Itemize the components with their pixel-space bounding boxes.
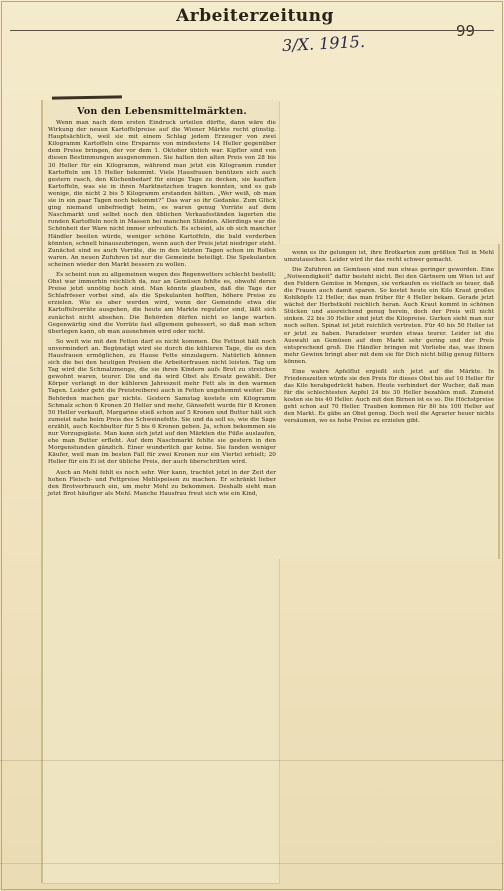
article-headline: Von den Lebensmittelmärkten. [77, 106, 247, 117]
paper-fold [0, 760, 504, 761]
paper-fold [0, 863, 504, 864]
article-paragraph: Auch an Mehl fehlt es noch sehr. Wer kann, trachtet jetzt in der Zeit der hohen Fleisch- und Fettpreise Mehlspeisen zu machen. Er schränkt lieber den Brotverbrauch ein, um mehr Mehl zu bekommen. Deshalb sieht man jetzt Brot häufiger als Mehl. Manche Hausfrau freut sich wie ein Kind, [48, 469, 276, 497]
article-paragraph: Es scheint nun zu allgemeinen wegen des Regenwetters schlecht bestellt; Obst war immerhin reichlich da, nur an Gemüsen fehlte es, obwohl deren Preise jetzt unnötig hoch sind. Man könnte glauben, daß die Tage der Schlafrösser vorbei sind, als die Spekulanten hofften, höhere Preise zu erzielen. Wie es aber werden wird, wenn der Gemeinde etwa die Kartoffelvorräte ausgehen, die heute am Markte regulator sind, läßt sich zunächst nicht absehen. Die Behörden dürfen nicht so lange warten. Gegenwärtig sind die Vorräte fast allgemein gebessert, so daß man schon überlegen kann, ob man ausnehmen wird oder nicht. [48, 271, 276, 335]
article-column-right [284, 250, 494, 428]
article-paragraph: Eine wahre Apfelflut ergießt sich jetzt auf die Märkte. In Friedenszeiten würde sie den Preis für dieses Obst bis auf 10 Heller für das Kilo herabgedrückt haben. Heute verhindert der Wucher, daß man für die schlechtesten Aepfel 24 bis 30 Heller bezahlen muß. Zumeist kosten sie bis 40 Heller. Auch mit den Birnen ist es so. Die Höchstpreise geht schon auf 70 Heller. Trauben kommen für 80 bis 100 Heller auf den Markt. Es gäbe an Obst genug. Doch weil die Agrarier heuer nichts versäumen, wo es hohe Preise zu erzielen gibt. [284, 368, 494, 425]
article-column-left [48, 106, 276, 501]
article-paragraph: Die Zufuhren an Gemüsen sind nun etwas geringer geworden. Eine „Notwendigkeit“ dafür besteht nicht. Bei den Gärtnern um Wien ist auf den Feldern Gemüse in Mengen, sie verkaufen es vielfach so teuer, daß die Frauen auch damit sparen. So kostet heute ein Kilo Kraut großes Kohlköpfe 12 Heller, das man früher für 4 Heller bekam. Gerade jetzt wächst der Herbstkohl reichlich heran. Auch Kraut kommt in schönen Stücken und ausreichend genug herein, doch der Preis will nicht sinken. 22 bis 30 Heller sind jetzt die Kilopreise. Gurken sieht man nur noch selten. Spinat ist jetzt reichlich vertreten. Für 40 bis 50 Heller ist er jetzt zu haben. Paradeiser wurden etwas teurer. Leider ist die Auswahl an Gemüsen auf dem Markt sehr gering und der Preis entsprechend groß. Die Händler bringen mit Vorliebe das, was ihnen mehr Gewinn bringt aber mit dem sie für Dich nicht billig genug füttern können. [284, 267, 494, 365]
handwritten-date: 3/X. 1915. [281, 31, 366, 56]
ink-mark [52, 95, 122, 103]
newspaper-title: Arbeiterzeitung [176, 6, 334, 26]
article-paragraph: wenn es ihr gelungen ist, ihre Brotkarten zum größten Teil in Mehl umzutauschen. Leider wird ihr das recht schwer gemacht. [284, 250, 494, 264]
article-paragraph: Wenn man nach dem ersten Eindruck urteilen dürfte, dann wäre die Wirkung der neuen Kartoffelpreise auf die Wiener Märkte recht günstig. Hauptsächlich, weil sie mit einem Schlag jedem Erzeuger von zwei Kilogramm Kartoffeln eine Ersparnis von mindestens 14 Heller gegenüber dem Preise bringen, der vor dem 1. Oktober üblich war. Kipfler sind von diesen Bestimmungen ausgenommen. Sie halten den alten Preis von 28 bis 30 Heller für ein Kilogramm, während man jetzt ein Kilogramm runder Kartoffeln um 15 Heller bekommt. Viele Hausfrauen benützen sich auch gestern rasch, den Küchenbedarf für einige Tage zu decken, sie kauften Kartoffeln, was sie in ihren Marktnetzchen tragen konnten, und es gab wenige, die nicht 2 bis 5 Kilogramm erstanden hätten. „Wer weiß, ob man sie in ein paar Tagen noch bekommt?“ Das war so ihr Gedanke. Zum Glück ging niemand unbefriedigt heim, es waren genug Vorräte auf dem Naschmarkt und selbst noch den üblichen Verkaufsständen lagerten die runden Kartoffeln noch in Massen bei manchen Ständen. Allerdings war die Schönheit der Ware nicht immer erfreulich. Es scheint, als ob sich mancher Händler beeilen würde, weniger schöne Kartoffeln, die bald verderben könnten, schnell hinauszubringen, wenn auch der Preis jetzt niedriger steht. Zunächst sind es auch Vorräte, die in den letzten Tagen schon im Rollen waren. An neuen Zufuhren ist nur die Gemeinde beteiligt. Die Spekulanten scheinen wieder den Markt bessern zu wollen. [48, 120, 276, 268]
header-rule [10, 30, 494, 31]
article-paragraph: So weit wie mit den Fetten darf es nicht kommen. Die Fettnot hält noch unvermindert an. Begünstigt wird sie durch die kühleren Tage, die es den Hausfrauen ermöglichen, zu Hause Fette einzulagern. Natürlich können sich die bei den heutigen Preisen die Arbeiterfrauen nicht leisten. Tag um Tag wird die Schmalzmenge, die sie ihren Kindern aufs Brot zu streichen gewohnt waren, teurer. Die und da wird Obst als Ersatz gewählt. Der Körper verlangt in der kühleren Jahreszeit mehr Fett als in den warmen Tagen. Leider geht die Preistreiberei auch in Fetten ungehemmt weiter. Die Behörden machen gar nichts. Gestern Samstag kostete ein Kilogramm Schmalz schon 6 Kronen 20 Heller und mehr, Gänsefett wurde für 8 Kronen 50 Heller verkauft, Margarine stieß schon auf 5 Kronen und Butter hält sich zumeist nahe beim Preis des Schweinefetts. Sie und da soll es, wie die Sage erzählt, auch Kochbutter für 5 bis 6 Kronen geben. Ja, schon bekommen sie nur Vorzugsgäste. Man kann sich jetzt auf den Märkten die Füße auslaufen, ehe man Butter erfleht. Auf dem Naschmarkt fehlte sie gestern in den Morgenstunden gänzlich. Einer wunderlich gar keine. Sie fanden weniger Käufer, weil man im besten Fall für zwei Kronen nur ein Viertel erhielt; 20 Heller für ein Ei ist der übliche Preis, der auch überschritten wird. [48, 338, 276, 466]
page-number: 99 [456, 22, 476, 40]
